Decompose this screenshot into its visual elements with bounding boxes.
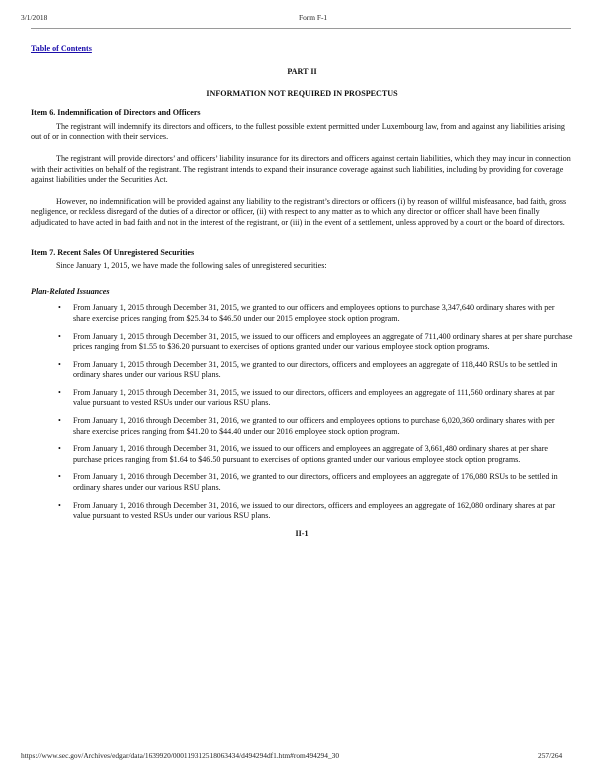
list-item	[31, 388, 573, 409]
item6-paragraph: The registrant will indemnify its directors and officers, to the fullest possible extent permitted under Luxembourg law, from and against any liabilities arising out of or in connection with their services.	[31, 121, 565, 142]
list-item	[31, 416, 573, 437]
bullet-icon: •	[58, 359, 61, 369]
bullet-icon: •	[58, 416, 61, 426]
list-item-text: From January 1, 2015 through December 31, 2015, we granted to our directors, officers and employees an aggregate of 118,440 RSUs to be settled in ordinary shares under our various RSU plans.	[73, 359, 558, 380]
bullet-icon: •	[58, 303, 61, 313]
item7-heading: Item 7. Recent Sales Of Unregistered Securities	[31, 247, 195, 257]
print-date: 3/1/2018	[21, 13, 48, 22]
list-item	[31, 501, 573, 522]
issuances-list	[31, 303, 573, 522]
list-item-text: From January 1, 2016 through December 31, 2016, we granted to our directors, officers and employees an aggregate of 176,080 RSUs to be settled in ordinary shares under our various RSU plans.	[73, 472, 558, 493]
list-item-text: From January 1, 2015 through December 31, 2015, we issued to our directors, officers and employees an aggregate of 111,560 ordinary shares at par value pursuant to vested RSUs under our various RSU plans.	[73, 387, 555, 408]
part-heading: PART II	[287, 67, 317, 76]
item6-paragraph: The registrant will provide directors’ and officers’ liability insurance for its directors and officers against certain liabilities, which they may incur in connection with their activities on behalf of the registrant. The registrant intends to expand their insurance coverage against such liabilities, including by providing for coverage against liabilities under the Securities Act.	[31, 153, 571, 185]
list-item-text: From January 1, 2015 through December 31, 2015, we issued to our officers and employees an aggregate of 711,400 ordinary shares at per share purchase prices ranging from $1.55 to $36.20 pursuant to exercises of options granted under our various employee stock option programs.	[73, 331, 573, 352]
list-item	[31, 303, 573, 324]
bullet-icon: •	[58, 331, 61, 341]
item7-lead: Since January 1, 2015, we have made the following sales of unregistered securities:	[56, 261, 327, 271]
plan-related-subheading: Plan-Related Issuances	[31, 286, 110, 296]
list-item-text: From January 1, 2016 through December 31, 2016, we granted to our officers and employees options to purchase 6,020,360 ordinary shares with per share exercise prices ranging from $41.20 to $44.40 under our 2016 employee stock option program.	[73, 416, 555, 436]
list-item	[31, 332, 573, 353]
list-item	[31, 472, 573, 493]
footer-page-count: 257/264	[538, 751, 563, 760]
list-item-text: From January 1, 2015 through December 31, 2015, we granted to our officers and employees options to purchase 3,347,640 ordinary shares with per share exercise prices ranging from $25.34 to $46.50 under our 2015 employee stock option program.	[73, 303, 555, 323]
list-item	[31, 444, 573, 465]
section-title: INFORMATION NOT REQUIRED IN PROSPECTUS	[206, 88, 398, 98]
list-item-text: From January 1, 2016 through December 31, 2016, we issued to our directors, officers and employees an aggregate of 162,080 ordinary shares at par value pursuant to vested RSUs under our various RSU plans.	[73, 500, 556, 521]
footer-url: https://www.sec.gov/Archives/edgar/data/1639920/000119312518063434/d494294df1.htm#rom494294_30	[21, 751, 340, 760]
table-of-contents-link[interactable]: Table of Contents	[31, 44, 92, 53]
header-divider	[31, 28, 571, 29]
bullet-icon: •	[58, 500, 61, 510]
list-item	[31, 360, 573, 381]
print-title: Form F-1	[299, 13, 328, 22]
page-number: II-1	[295, 528, 309, 538]
item6-heading: Item 6. Indemnification of Directors and Officers	[31, 108, 201, 118]
list-item-text: From January 1, 2016 through December 31, 2016, we issued to our officers and employees an aggregate of 3,661,480 ordinary shares at per share purchase prices ranging from $1.64 to $46.50 pursuant to exercises of options granted under our various employee stock option programs.	[73, 444, 548, 464]
document-body	[31, 67, 573, 539]
bullet-icon: •	[58, 444, 61, 454]
bullet-icon: •	[58, 387, 61, 397]
item6-paragraph: However, no indemnification will be provided against any liability to the registrant’s directors or officers (i) by reason of willful misfeasance, bad faith, gross negligence, or reckless disregard of the duties of a director or officer, (ii) with respect to any matter as to which any director or officer shall have been finally adjudicated to have acted in bad faith and not in the interest of the registrant, or (iii) in the event of a settlement, unless approved by a court or the board of directors.	[31, 196, 567, 227]
bullet-icon: •	[58, 472, 61, 482]
